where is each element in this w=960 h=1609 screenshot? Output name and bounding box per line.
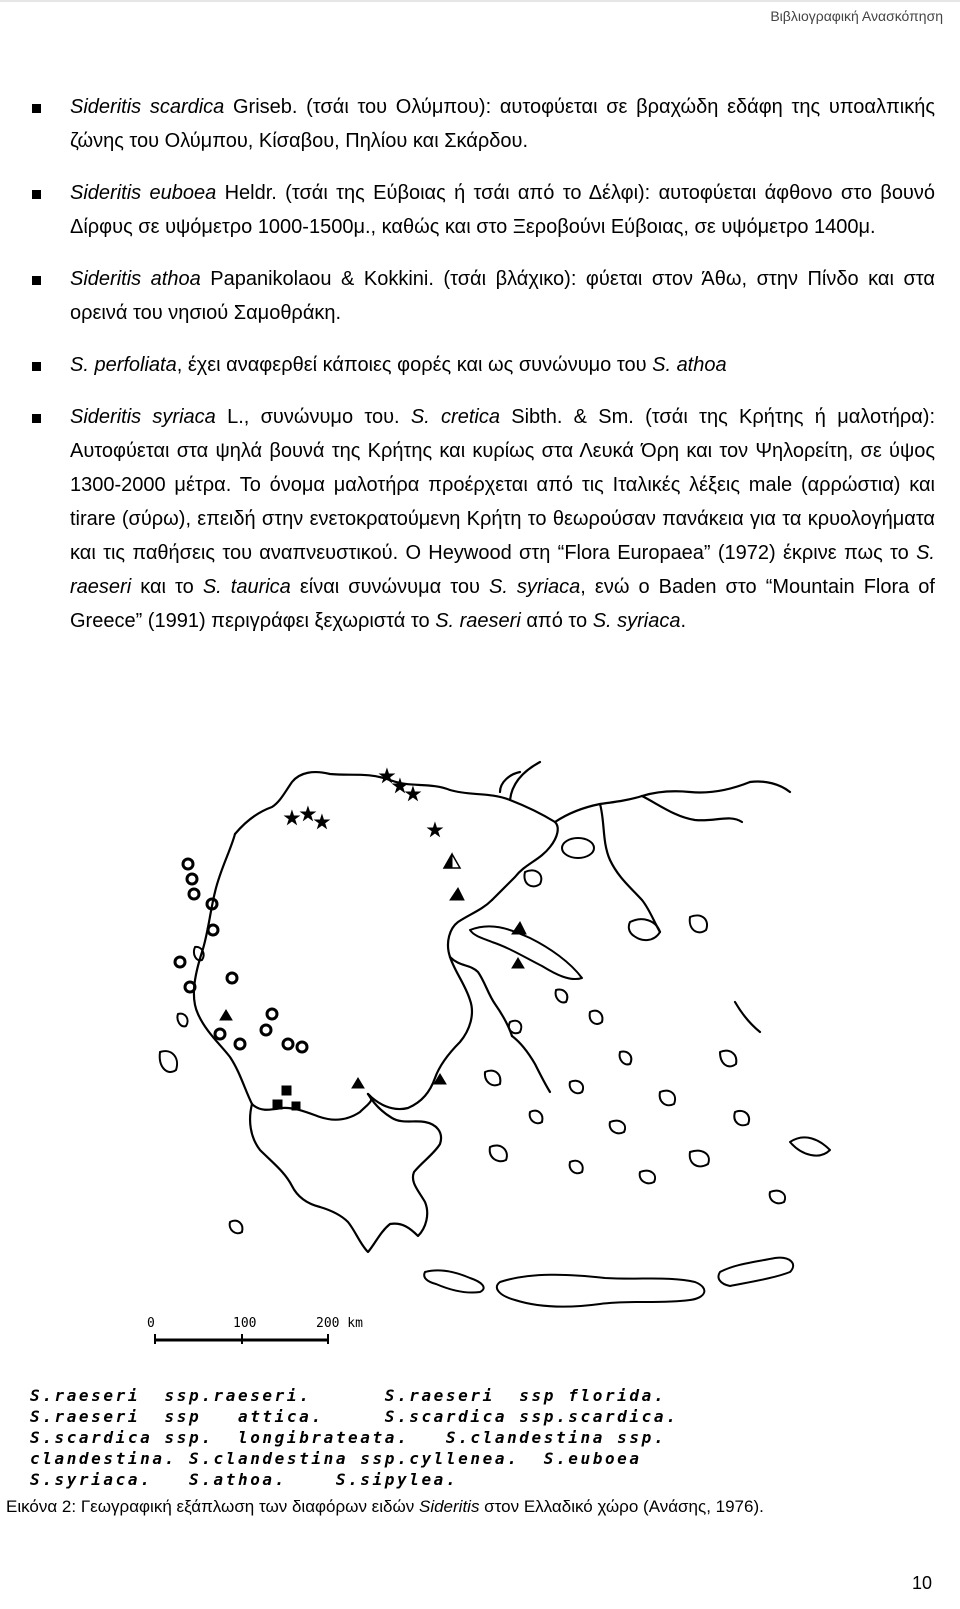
bullet-text: Papanikolaou & Kokkini. (τσάι βλάχικο): φύεται στον Άθω, στην Πίνδο και στα ορεινά του νησιού Σαμοθράκη. [70,268,935,324]
species-bullet [30,90,935,158]
square-marker [282,1086,291,1095]
bullet-text: από το [520,610,593,632]
circle-marker [183,859,193,869]
species-name-italic: S. syriaca [488,576,581,598]
scale-label: 0 [147,1316,155,1331]
species-name-italic: S. athoa [652,354,727,376]
species-name-italic: S. raeseri [70,542,935,598]
bullet-text: , ενώ ο Baden στο “Mountain Flora of Greece” (1991) περιγράφει ξεχωριστά το [70,576,935,632]
bullet-text: Sibth. & Sm. (τσάι της Κρήτης ή μαλοτήρα): Αυτοφύεται στα ψηλά βουνά της Κρήτης και κυρίως στα Λευκά Όρη και τον Ψηλορείτη, σε ύψος 1300-2000 μέτρα. Το όνομα μαλοτήρα προέρχεται από τις Ιταλικές λέξεις male (αρρώστια) και tirare (σύρω), επειδή στην ενετοκρατούμενη Κρήτη το θεωρούσαν πανάκεια για τα κρυολογήματα και τις παθήσεις του αναπνευστικού. Ο Heywood στη “Flora Europaea” (1972) έκρινε πως το [70,406,935,564]
bullet-text: Griseb. (τσάι του Ολύμπου): αυτοφύεται σε βραχώδη εδάφη της υποαλπικής ζώνης του Ολύμπου, Κίσαβου, Πηλίου και Σκάρδου. [70,96,935,152]
species-name-italic: S. syriaca [592,610,681,632]
circle-marker [208,925,218,935]
caption-suffix: στον Ελλαδικό χώρο (Ανάσης, 1976). [479,1497,764,1516]
bullet-text: L., συνώνυμο του. [215,406,411,428]
circle-marker [185,982,195,992]
bullet-text: Heldr. (τσάι της Εύβοιας ή τσάι από το Δέλφι): αυτοφύεται άφθονο στο βουνό Δίρφυς σε υψόμετρο 1000-1500μ., καθώς και στο Ξεροβούνι Εύβοιας, σε υψόμετρο 1400μ. [70,182,935,238]
caption-prefix: Εικόνα 2: Γεωγραφική εξάπλωση των διαφόρων ειδών [6,1497,419,1516]
bullet-text: είναι συνώνυμα του [290,576,489,598]
species-bullet [30,176,935,244]
circle-marker [261,1025,271,1035]
figure-caption [6,1497,764,1517]
bullet-text: και το [131,576,203,598]
species-bullet [30,348,935,382]
species-bullet [30,400,935,638]
circle-marker [187,874,197,884]
star-marker: ★ [378,766,396,786]
distribution-markers [175,766,526,1110]
square-marker [292,1102,300,1110]
circle-marker [235,1039,245,1049]
bullet-square-icon [32,190,41,199]
map-legend [30,1385,910,1493]
islands [160,838,830,1307]
bullet-text: , έχει αναφερθεί κάποιες φορές και ως συνώνυμο του [176,354,653,376]
species-bullet-list [30,90,935,656]
square-marker [273,1100,282,1109]
bullet-text: . [680,610,687,632]
legend-row: S.raeseri ssp attica. S.scardica ssp.scardica. [30,1407,679,1426]
legend-row: clandestina. S.clandestina ssp.cyllenea. S.euboea [30,1449,642,1468]
bullet-square-icon [32,104,41,113]
circle-marker [283,1039,293,1049]
star-marker: ★ [426,820,444,840]
triangle-marker [220,1010,232,1020]
species-bullet [30,262,935,330]
triangle-marker [352,1078,364,1088]
legend-row: S.syriaca. S.athoa. S.sipylea. [30,1470,459,1489]
species-name-italic: Sideritis euboea [70,182,217,204]
circle-marker [227,973,237,983]
bullet-square-icon [32,362,41,371]
legend-row: S.raeseri ssp.raeseri. S.raeseri ssp florida. [30,1386,667,1405]
star-marker: ★ [299,804,317,824]
scale-label: 100 [233,1316,257,1331]
star-marker: ★ [283,808,301,828]
running-header: Βιβλιογραφική Ανασκόπηση [770,8,943,24]
circle-marker [215,1029,225,1039]
map-scale-bar [147,1316,363,1344]
half-triangle-marker [444,854,452,868]
species-name-italic: S. raeseri [435,610,521,632]
half-triangle-marker [450,888,464,900]
star-marker: ★ [313,812,331,832]
star-marker: ★ [391,776,409,796]
species-name-italic: Sideritis syriaca [70,406,216,428]
species-name-italic: S. cretica [410,406,500,428]
caption-italic: Sideritis [418,1497,480,1516]
circle-marker [297,1042,307,1052]
distribution-map [30,752,940,1382]
circle-marker [175,957,185,967]
species-name-italic: S. perfoliata [70,354,177,376]
bullet-square-icon [32,414,41,423]
scale-label: 200 km [316,1316,363,1331]
bullet-square-icon [32,276,41,285]
half-triangle-marker [512,922,526,934]
star-marker: ★ [404,784,422,804]
species-name-italic: Sideritis athoa [70,268,201,290]
circle-marker [189,889,199,899]
species-name-italic: S. taurica [202,576,291,598]
header-rule [0,0,960,2]
legend-row: S.scardica ssp. longibrateata. S.clandestina ssp. [30,1428,667,1447]
circle-marker [267,1009,277,1019]
page-number: 10 [911,1573,932,1593]
species-name-italic: Sideritis scardica [70,96,225,118]
coastline-outline [194,762,790,1252]
half-triangle-marker [512,958,524,968]
